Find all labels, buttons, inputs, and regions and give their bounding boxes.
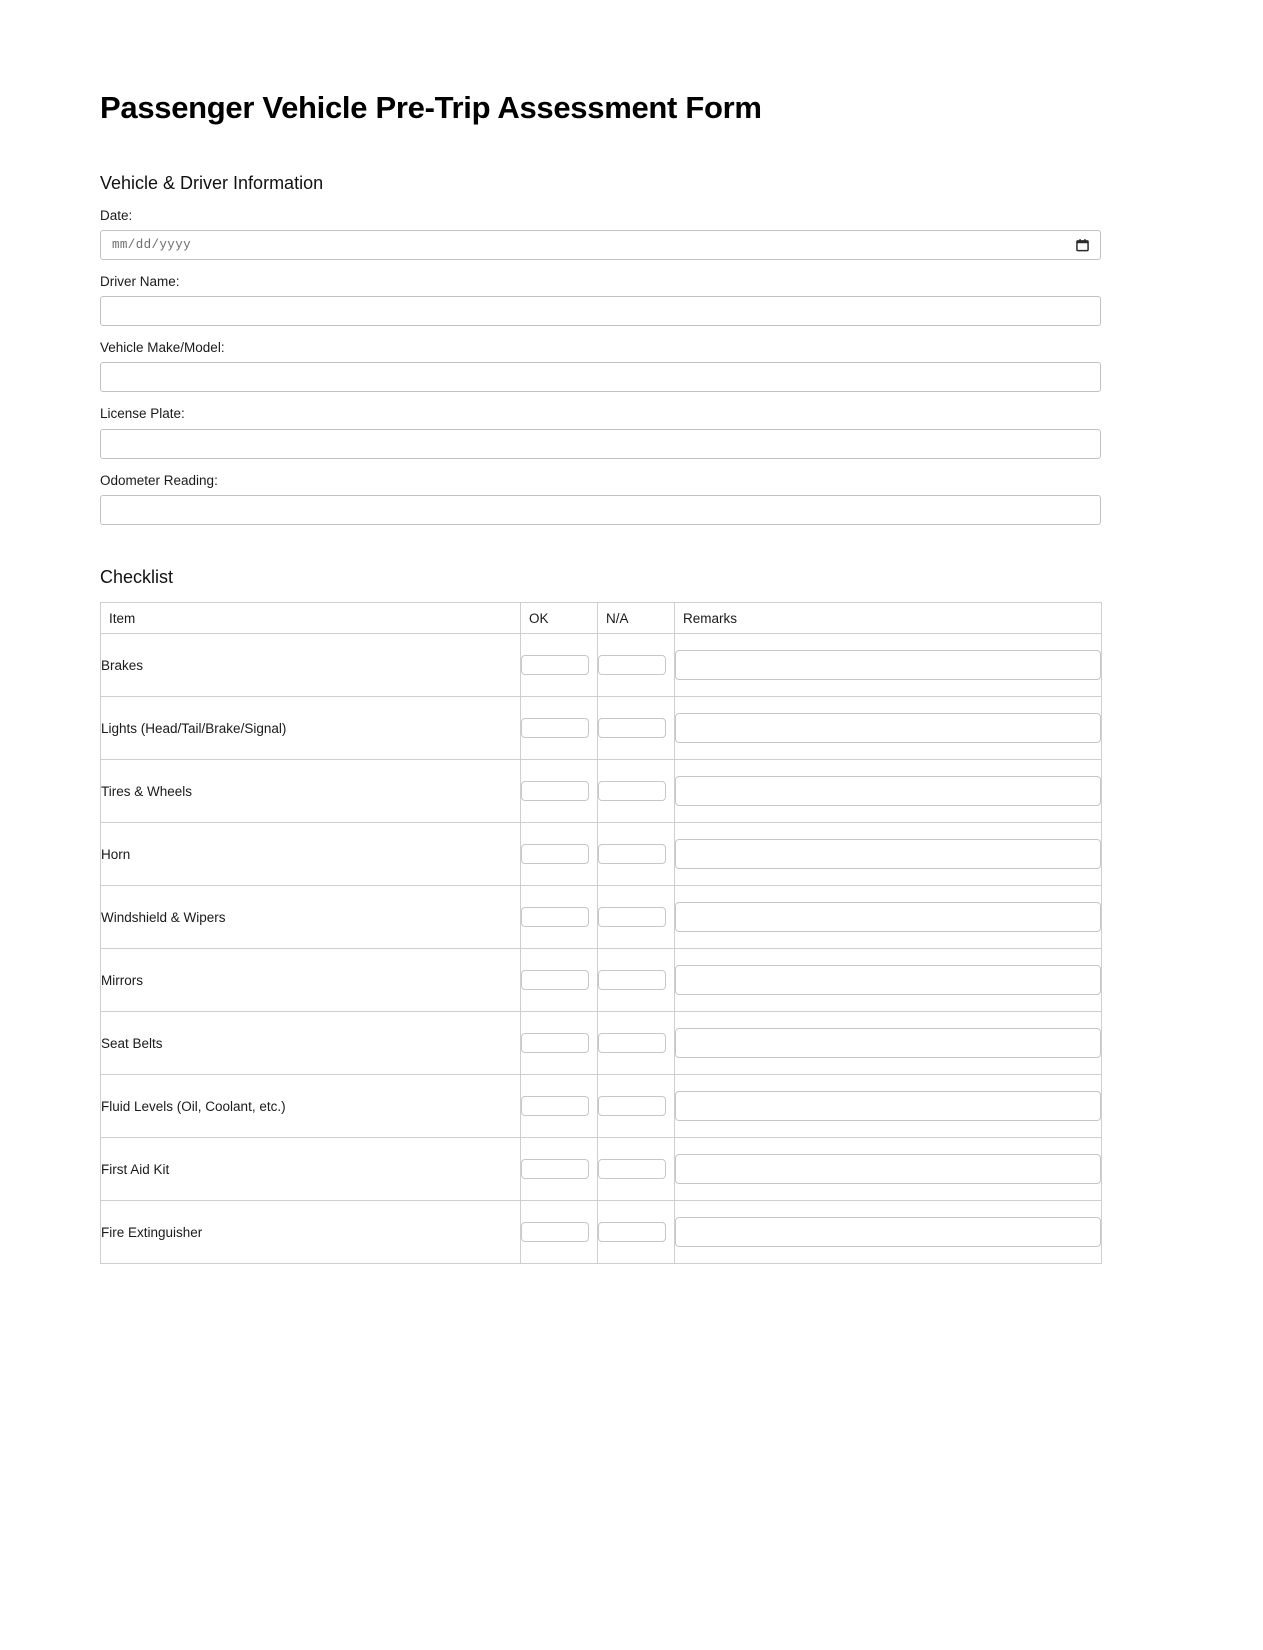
checklist-remarks-cell [675, 697, 1102, 760]
checklist-ok-input[interactable] [521, 907, 589, 927]
column-header-ok: OK [521, 603, 598, 634]
checklist-header-row [101, 603, 1102, 634]
checklist-ok-cell [521, 760, 598, 823]
checklist-ok-cell [521, 886, 598, 949]
label-vehicle-make-model: Vehicle Make/Model: [100, 340, 225, 356]
license-plate-input[interactable] [100, 429, 1101, 459]
checklist-ok-cell [521, 823, 598, 886]
checklist-na-input[interactable] [598, 1159, 666, 1179]
checklist-remarks-input[interactable] [675, 902, 1101, 932]
checklist-item-label: Lights (Head/Tail/Brake/Signal) [101, 697, 521, 760]
checklist-ok-cell [521, 1201, 598, 1264]
checklist-ok-cell [521, 697, 598, 760]
checklist-remarks-cell [675, 634, 1102, 697]
checklist-ok-cell [521, 1075, 598, 1138]
label-date: Date: [100, 207, 133, 223]
checklist-na-cell [598, 760, 675, 823]
checklist-item-label: First Aid Kit [101, 1138, 521, 1201]
checklist-remarks-input[interactable] [675, 1028, 1101, 1058]
checklist-remarks-cell [675, 949, 1102, 1012]
checklist-item-label: Tires & Wheels [101, 760, 521, 823]
vehicle-make-model-input[interactable] [100, 362, 1101, 392]
checklist-remarks-input[interactable] [675, 776, 1101, 806]
table-row [101, 634, 1102, 697]
checklist-ok-input[interactable] [521, 781, 589, 801]
table-row [101, 823, 1102, 886]
checklist-body [101, 634, 1102, 1264]
checklist-remarks-cell [675, 1201, 1102, 1264]
checklist-item-label: Fluid Levels (Oil, Coolant, etc.) [101, 1075, 521, 1138]
checklist-na-cell [598, 823, 675, 886]
checklist-remarks-cell [675, 1075, 1102, 1138]
checklist-ok-input[interactable] [521, 1222, 589, 1242]
label-driver-name: Driver Name: [100, 273, 180, 289]
page-title: Passenger Vehicle Pre-Trip Assessment Form [100, 90, 762, 125]
checklist-ok-input[interactable] [521, 1159, 589, 1179]
checklist-ok-cell [521, 634, 598, 697]
checklist-remarks-input[interactable] [675, 839, 1101, 869]
checklist-na-cell [598, 1012, 675, 1075]
column-header-remarks: Remarks [675, 603, 1102, 634]
table-row [101, 886, 1102, 949]
checklist-na-input[interactable] [598, 970, 666, 990]
checklist-na-input[interactable] [598, 781, 666, 801]
checklist-item-label: Seat Belts [101, 1012, 521, 1075]
table-row [101, 1075, 1102, 1138]
checklist-table [100, 602, 1102, 1264]
checklist-na-cell [598, 697, 675, 760]
checklist-ok-cell [521, 1012, 598, 1075]
checklist-remarks-cell [675, 760, 1102, 823]
table-row [101, 1012, 1102, 1075]
date-field-wrapper [100, 230, 1101, 260]
column-header-item: Item [101, 603, 521, 634]
column-header-na: N/A [598, 603, 675, 634]
checklist-ok-input[interactable] [521, 718, 589, 738]
checklist-na-input[interactable] [598, 655, 666, 675]
checklist-item-label: Fire Extinguisher [101, 1201, 521, 1264]
checklist-na-cell [598, 1201, 675, 1264]
checklist-na-cell [598, 1138, 675, 1201]
table-row [101, 1201, 1102, 1264]
section-heading-vehicle-driver: Vehicle & Driver Information [100, 173, 324, 194]
checklist-ok-cell [521, 1138, 598, 1201]
checklist-remarks-cell [675, 886, 1102, 949]
table-row [101, 760, 1102, 823]
checklist-na-input[interactable] [598, 907, 666, 927]
checklist-ok-input[interactable] [521, 970, 589, 990]
table-row [101, 1138, 1102, 1201]
checklist-remarks-input[interactable] [675, 650, 1101, 680]
checklist-na-input[interactable] [598, 718, 666, 738]
document-content [100, 0, 1101, 1264]
driver-name-input[interactable] [100, 296, 1101, 326]
calendar-icon[interactable] [1076, 238, 1089, 251]
checklist-na-cell [598, 949, 675, 1012]
date-input[interactable] [100, 230, 1101, 260]
checklist-na-input[interactable] [598, 1033, 666, 1053]
checklist-remarks-input[interactable] [675, 965, 1101, 995]
checklist-remarks-cell [675, 1138, 1102, 1201]
checklist-na-input[interactable] [598, 1096, 666, 1116]
checklist-item-label: Brakes [101, 634, 521, 697]
checklist-remarks-input[interactable] [675, 713, 1101, 743]
checklist-na-input[interactable] [598, 844, 666, 864]
table-row [101, 949, 1102, 1012]
checklist-remarks-input[interactable] [675, 1154, 1101, 1184]
checklist-remarks-cell [675, 823, 1102, 886]
checklist-na-cell [598, 886, 675, 949]
label-license-plate: License Plate: [100, 406, 185, 422]
section-heading-checklist: Checklist [100, 566, 174, 587]
table-row [101, 697, 1102, 760]
checklist-remarks-input[interactable] [675, 1091, 1101, 1121]
label-odometer-reading: Odometer Reading: [100, 472, 218, 488]
date-placeholder-text: mm/dd/yyyy [112, 237, 192, 252]
checklist-na-input[interactable] [598, 1222, 666, 1242]
checklist-remarks-cell [675, 1012, 1102, 1075]
checklist-na-cell [598, 634, 675, 697]
odometer-reading-input[interactable] [100, 495, 1101, 525]
checklist-item-label: Mirrors [101, 949, 521, 1012]
checklist-remarks-input[interactable] [675, 1217, 1101, 1247]
checklist-ok-cell [521, 949, 598, 1012]
checklist-ok-input[interactable] [521, 1096, 589, 1116]
checklist-item-label: Windshield & Wipers [101, 886, 521, 949]
checklist-ok-input[interactable] [521, 655, 589, 675]
checklist-ok-input[interactable] [521, 844, 589, 864]
checklist-item-label: Horn [101, 823, 521, 886]
checklist-na-cell [598, 1075, 675, 1138]
checklist-ok-input[interactable] [521, 1033, 589, 1053]
